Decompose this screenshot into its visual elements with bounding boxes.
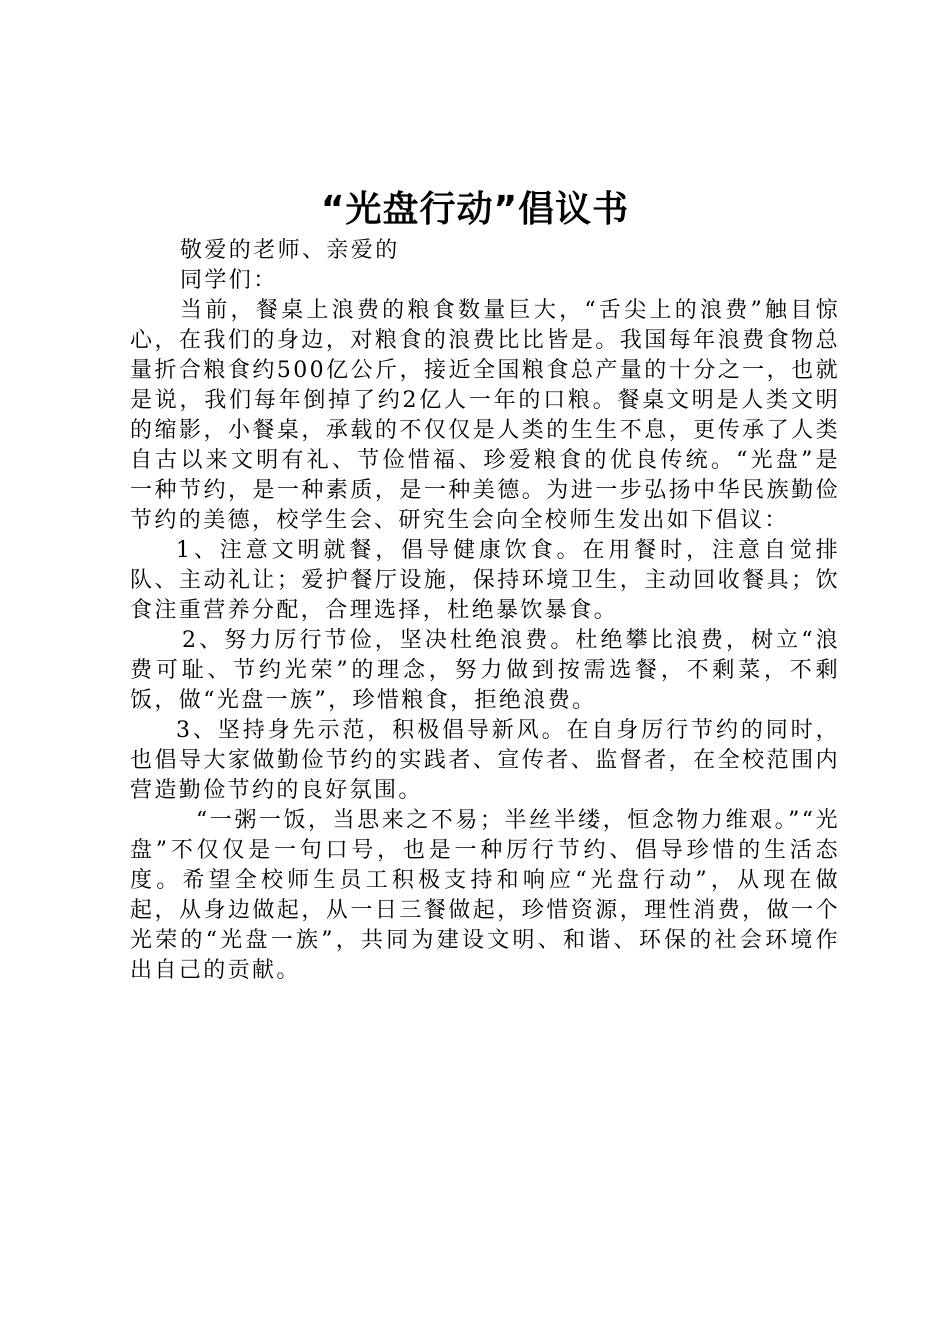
paragraph-item-2: 2、努力厉行节俭，坚决杜绝浪费。杜绝攀比浪费，树立“浪费可耻、节约光荣”的理念，努力做到按需选餐，不剩菜，不剩饭，做“光盘一族”，珍惜粮食，拒绝浪费。 xyxy=(130,628,840,713)
paragraph-item-1: 1、注意文明就餐，倡导健康饮食。在用餐时，注意自觉排队、主动礼让；爱护餐厅设施，保持环境卫生，主动回收餐具；饮食注重营养分配，合理选择，杜绝暴饮暴食。 xyxy=(130,538,840,623)
paragraph-item-3: 3、坚持身先示范，积极倡导新风。在自身厉行节约的同时，也倡导大家做勤俭节约的实践者、宣传者、监督者，在全校范围内营造勤俭节约的良好氛围。 xyxy=(130,718,840,803)
greeting-line-1: 敬爱的老师、亲爱的 xyxy=(180,238,400,263)
document-title: “光盘行动”倡议书 xyxy=(320,189,630,230)
greeting-line-2: 同学们： xyxy=(180,268,278,293)
paragraph-closing: “一粥一饭，当思来之不易；半丝半缕，恒念物力维艰。”“光盘”不仅仅是一句口号，也是一种厉行节约、倡导珍惜的生活态度。希望全校师生员工积极支持和响应“光盘行动”，从现在做起，从身边做起，从一日三餐做起，珍惜资源，理性消费，做一个光荣的“光盘一族”，共同为建设文明、和谐、环保的社会环境作出自己的贡献。 xyxy=(130,808,840,983)
paragraph-intro: 当前，餐桌上浪费的粮食数量巨大，“舌尖上的浪费”触目惊心，在我们的身边，对粮食的浪费比比皆是。我国每年浪费食物总量折合粮食约500亿公斤，接近全国粮食总产量的十分之一，也就是说，我们每年倒掉了约2亿人一年的口粮。餐桌文明是人类文明的缩影，小餐桌，承载的不仅仅是人类的生生不息，更传承了人类自古以来文明有礼、节俭惜福、珍爱粮食的优良传统。“光盘”是一种节约，是一种素质，是一种美德。为进一步弘扬中华民族勤俭节约的美德，校学生会、研究生会向全校师生发出如下倡议： xyxy=(130,298,840,533)
document-body xyxy=(130,236,840,986)
